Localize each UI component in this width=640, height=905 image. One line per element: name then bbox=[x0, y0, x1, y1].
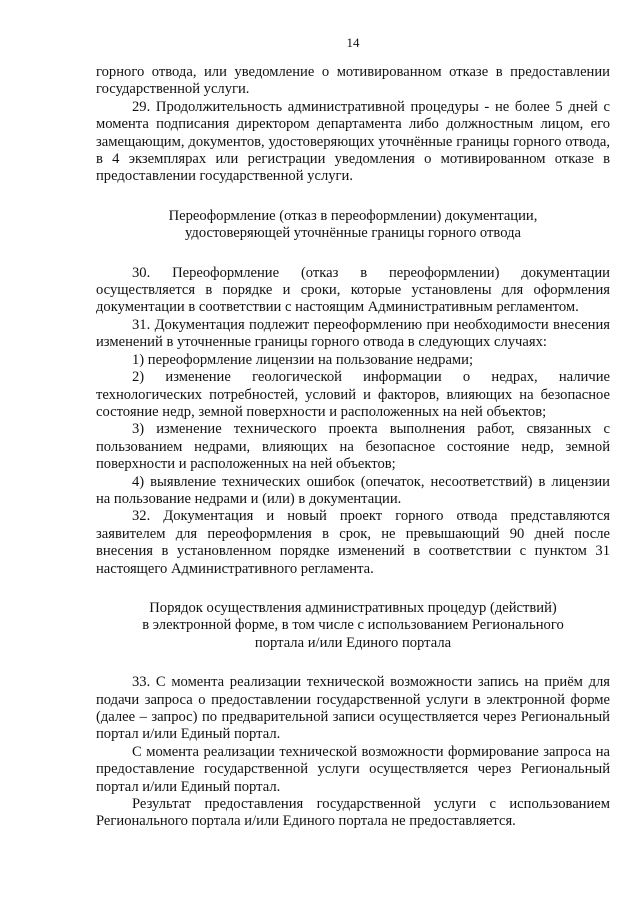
paragraph-29: 29. Продолжительность административной процедуры - не более 5 дней с момента подписания директором департамента либо должностным лицом, его замещающим, документов, удостоверяющих уточнённые границы горного отвода, в 4 экземплярах или регистрации уведомления о мотивированном отказе в предоставлении государственной услуги. bbox=[96, 98, 610, 185]
list-item-1: 1) переоформление лицензии на пользование недрами; bbox=[132, 351, 474, 368]
heading-line: в электронной форме, в том числе с использованием Регионального bbox=[142, 617, 564, 634]
list-item-2: 2) изменение геологической информации о недрах, наличие технологических потребностей, условий и факторов, влияющих на безопасное состояние недр, земной поверхности и расположенных на ней объектов; bbox=[96, 369, 610, 420]
paragraph-30: 30. Переоформление (отказ в переоформлении) документации осуществляется в порядке и сроки, которые установлены для оформления документации в соответствии с настоящим Административным регламентом. bbox=[96, 264, 610, 316]
section-heading-electronic bbox=[96, 600, 610, 652]
list-item-3: 3) изменение технического проекта выполнения работ, связанных с пользованием недрами, влияющих на безопасное состояние недр, земной поверхности и расположенных на ней объектов; bbox=[96, 421, 610, 473]
paragraph-31: 31. Документация подлежит переоформлению при необходимости внесения изменений в уточненные границы горного отвода в следующих случаях: bbox=[96, 316, 610, 351]
paragraph: С момента реализации технической возможности формирование запроса на предоставление государственной услуги осуществляется через Региональный портал и/или Единый портал. bbox=[96, 743, 610, 795]
paragraph-33: 33. С момента реализации технической возможности запись на приём для подачи запроса о предоставлении государственной услуги в электронной форме (далее – запрос) по предварительной записи осуществляется через Региональный портал и/или Единый портал. bbox=[96, 674, 610, 743]
heading-line: Порядок осуществления административных процедур (действий) bbox=[149, 599, 557, 616]
section-heading-reissue bbox=[96, 208, 610, 243]
heading-line: удостоверяющей уточнённые границы горного отвода bbox=[185, 225, 521, 242]
list-item-4: 4) выявление технических ошибок (опечаток, несоответствий) в лицензии на пользование недрами и (или) в документации. bbox=[96, 473, 610, 507]
document-body bbox=[96, 64, 610, 831]
paragraph-32: 32. Документация и новый проект горного отвода представляются заявителем для переоформления в срок, не превышающий 90 дней после внесения в установленном порядке изменений в соответствии с пунктом 31 настоящего Административного регламента. bbox=[96, 508, 610, 577]
paragraph: Результат предоставления государственной услуги с использованием Регионального портала и/или Единого портала не предоставляется. bbox=[96, 796, 610, 830]
heading-line: портала и/или Единого портала bbox=[254, 634, 452, 651]
paragraph: горного отвода, или уведомление о мотивированном отказе в предоставлении государственной услуги. bbox=[96, 64, 610, 98]
heading-line: Переоформление (отказ в переоформлении) документации, bbox=[168, 207, 538, 224]
document-page bbox=[96, 0, 610, 905]
page-number: 14 bbox=[346, 35, 360, 50]
